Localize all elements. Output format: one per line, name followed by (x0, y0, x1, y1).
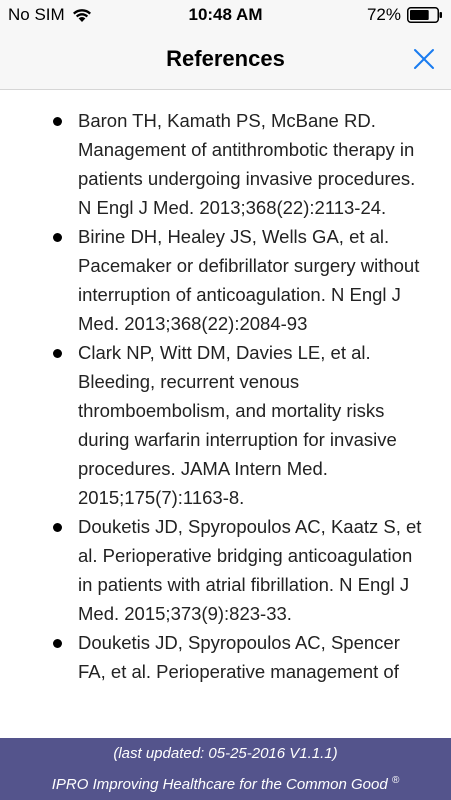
battery-percent: 72% (366, 5, 401, 24)
reference-list (0, 90, 451, 686)
reference-text: Birine DH, Healey JS, Wells GA, et al. Pacemaker or defibrillator surgery without interruption of anticoagulation. N Engl J Med. 2013;368(22):2084-93 (78, 226, 420, 334)
list-item (0, 222, 451, 338)
org-line: IPRO Improving Healthcare for the Common Good (51, 776, 388, 793)
page-title: References (166, 46, 285, 71)
nav-bar (0, 32, 451, 90)
list-item (0, 512, 451, 628)
status-bar (0, 0, 451, 32)
battery-icon (407, 7, 443, 23)
battery-fill (410, 10, 429, 20)
footer-org (0, 764, 451, 795)
carrier-label: No SIM (8, 5, 65, 24)
status-right (367, 5, 443, 25)
bullet-icon (53, 349, 62, 358)
registered-mark: ® (391, 775, 400, 786)
bullet-icon (53, 523, 62, 532)
list-item (0, 338, 451, 512)
reference-text: Baron TH, Kamath PS, McBane RD. Management of antithrombotic therapy in patients undergoing invasive procedures. N Engl J Med. 2013;368(22):2113-24. (78, 110, 416, 218)
status-time: 10:48 AM (188, 5, 263, 24)
list-item (0, 628, 451, 686)
list-item (0, 106, 451, 222)
bullet-icon (53, 117, 62, 126)
bullet-icon (53, 639, 62, 648)
reference-text: Douketis JD, Spyropoulos AC, Spencer FA, et al. Perioperative management of (78, 632, 400, 682)
footer (0, 738, 451, 800)
reference-text: Clark NP, Witt DM, Davies LE, et al. Bleeding, recurrent venous thromboembolism, and mortality risks during warfarin interruption for invasive procedures. JAMA Intern Med. 2015;175(7):1163-8. (78, 342, 397, 508)
reference-text: Douketis JD, Spyropoulos AC, Kaatz S, et al. Perioperative bridging anticoagulation in patients with atrial fibrillation. N Engl J Med. 2015;373(9):823-33. (78, 516, 422, 624)
close-button[interactable] (409, 44, 439, 74)
close-icon (413, 48, 435, 70)
references-content[interactable] (0, 90, 451, 738)
bullet-icon (53, 233, 62, 242)
last-updated: (last updated: 05-25-2016 V1.1.1) (113, 745, 338, 762)
